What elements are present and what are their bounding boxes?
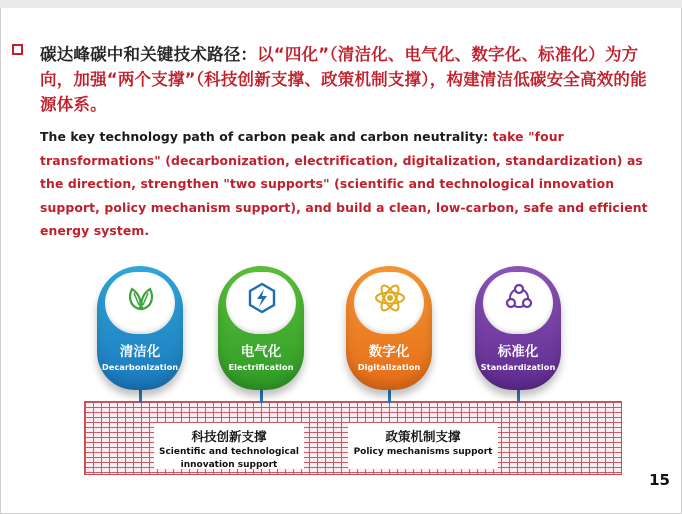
connector-line (517, 389, 520, 403)
heading-chinese-body: 以“四化”（清洁化、电气化、数字化、标准化）为方向，加强“两个支撑”（科技创新支撑、政策机制支撑），构建清洁低碳安全高效的能源体系。 (40, 45, 647, 114)
support-en-label-line2: innovation support (180, 460, 278, 470)
support-en-label-line1: Scientific and technological (158, 447, 300, 457)
icon-cap (226, 272, 296, 334)
pillar-en-label: Digitalization (357, 362, 421, 372)
pillar-en-label: Electrification (228, 362, 294, 372)
pillar-standardization (475, 266, 561, 390)
pillar-cn-label: 电气化 (240, 344, 282, 360)
connector-line (260, 389, 263, 403)
connector-line (139, 389, 142, 403)
pillar-cn-label: 标准化 (497, 344, 539, 360)
pillar-digitalization (346, 266, 432, 390)
heading-chinese-prefix: 碳达峰碳中和关键技术路径： (40, 45, 258, 64)
support-cn-label: 政策机制支撑 (385, 429, 461, 444)
page-number: 15 (649, 471, 670, 489)
heading-english-prefix: The key technology path of carbon peak and carbon neutrality: (40, 129, 493, 144)
pillar-en-label: Decarbonization (101, 362, 179, 372)
icon-cap (105, 272, 175, 334)
pillar-electrification (218, 266, 304, 390)
support-box-policy (348, 423, 498, 469)
support-en-label-line1: Policy mechanisms support (353, 447, 493, 457)
heading-english-body: take "four transformations" (decarbonization, electrification, digitalization, standardization) as the direction, strengthen "two supports" (scientific and technological innovation support, policy mechanism support), and build a clean, low-carbon, safe and efficient energy system. (40, 129, 648, 238)
support-box-innovation (154, 423, 304, 469)
pillar-en-label: Standardization (480, 362, 556, 372)
icon-cap (483, 272, 553, 334)
pillar-cn-label: 数字化 (368, 344, 410, 360)
network-triangle-icon (502, 281, 536, 315)
lightning-hexagon-icon (245, 281, 279, 315)
icon-cap (354, 272, 424, 334)
atom-icon (373, 281, 407, 315)
support-cn-label: 科技创新支撑 (191, 429, 267, 444)
pillar-cn-label: 清洁化 (119, 344, 161, 360)
leaves-icon (124, 281, 158, 315)
connector-line (388, 389, 391, 403)
pillar-decarbonization (97, 266, 183, 390)
